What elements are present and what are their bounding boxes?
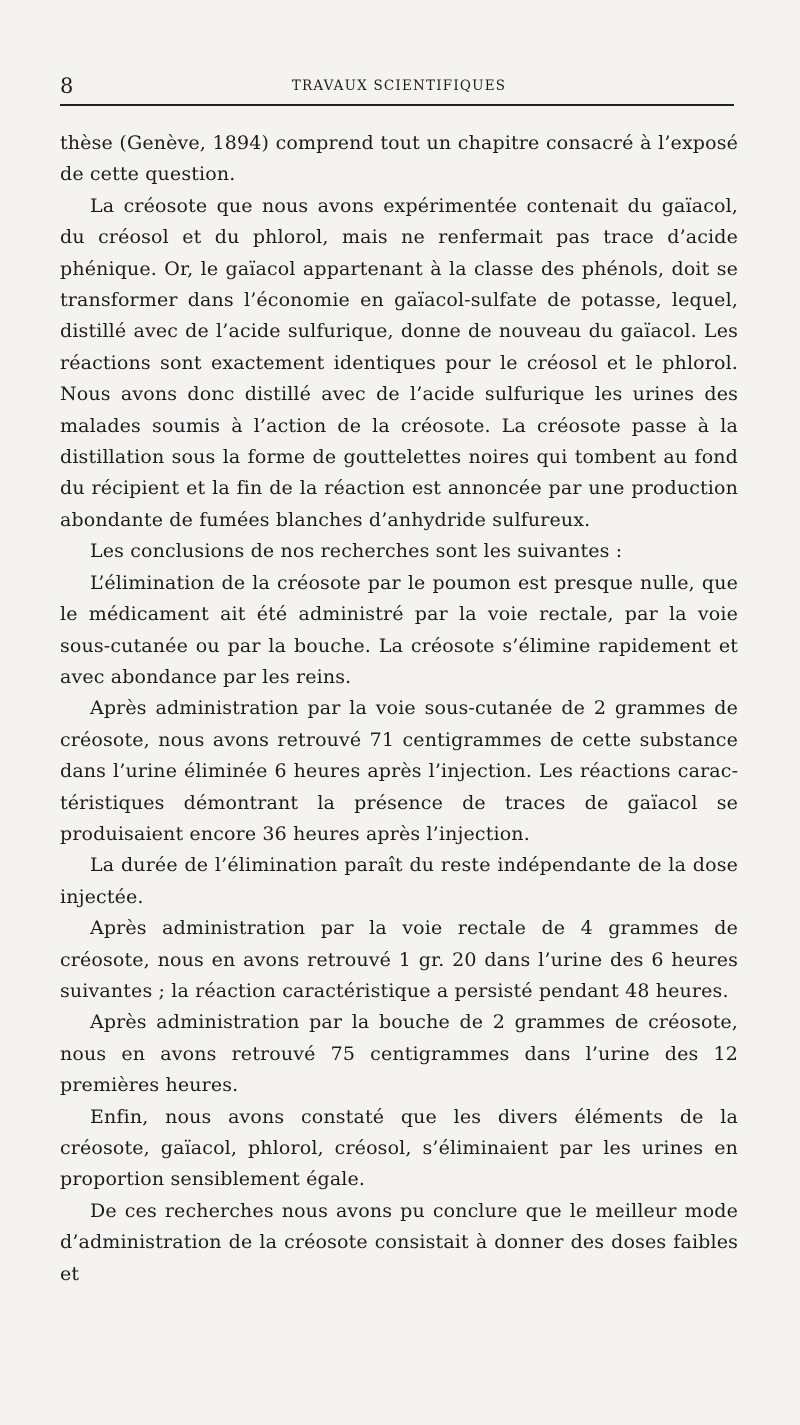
paragraph: L’élimination de la créosote par le poumon est presque nulle, que le médicament ait été administré par la voie rectale, par la voie sous-cutanée ou par la bouche. La créosote s’élimine rapidement et avec abondance par les reins. (60, 571, 738, 688)
paragraph: Après administration par la bouche de 2 grammes de créosote, nous en avons retrouvé 75 centigrammes dans l’urine des 12 premières heures. (60, 1011, 738, 1097)
paragraph: De ces recherches nous avons pu conclure que le meilleur mode d’administration de la créosote consistait à donner des doses faibles et (60, 1199, 738, 1285)
paragraph: thèse (Genève, 1894) comprend tout un chapitre consacré à l’exposé de cette question. (60, 132, 738, 186)
book-page (60, 68, 738, 1408)
header-rule (60, 104, 734, 106)
running-header (60, 68, 738, 98)
page-number: 8 (60, 74, 74, 98)
paragraph: La durée de l’élimination paraît du reste indépendante de la dose injectée. (60, 854, 738, 908)
body-text (60, 128, 738, 1290)
paragraph: La créosote que nous avons expérimentée contenait du gaïacol, du créosol et du phlorol, mais ne renfermait pas trace d’acide phénique. Or, le gaïacol appartenant à la classe des phénols, doit se transformer dans l’économie en gaïacol-sulfate de potasse, lequel, distillé avec de l’acide sulfurique, donne de nouveau du gaïacol. Les réactions sont exactement identiques pour le créosol et le phlorol. Nous avons donc distillé avec de l’acide sulfurique les urines des malades soumis à l’action de la créosote. La créosote passe à la distillation sous la forme de gouttelettes noires qui tombent au fond du récipient et la fin de la réaction est annoncée par une production abondante de fumées blanches d’anhydride sulfureux. (60, 194, 738, 531)
paragraph: Les conclusions de nos recherches sont les suivantes : (90, 540, 623, 563)
paragraph: Après administration par la voie rectale de 4 grammes de créosote, nous en avons retrouvé 1 gr. 20 dans l’urine des 6 heures suivantes ; la réaction caractéristique a persisté pendant 48 heures. (60, 917, 738, 1002)
paragraph: Enfin, nous avons constaté que les divers éléments de la créosote, gaïacol, phlorol, créosol, s’éliminaient par les urines en proportion sensiblement égale. (60, 1105, 738, 1191)
paragraph: Après administration par la voie sous-cutanée de 2 grammes de créosote, nous avons retrouvé 71 centigrammes de cette substance dans l’urine éliminée 6 heures après l’injection. Les réactions caractéristiques démontrant la présence de traces de gaïacol se produisaient encore 36 heures après l’injection. (60, 697, 738, 845)
running-title: TRAVAUX SCIENTIFIQUES (291, 78, 507, 94)
